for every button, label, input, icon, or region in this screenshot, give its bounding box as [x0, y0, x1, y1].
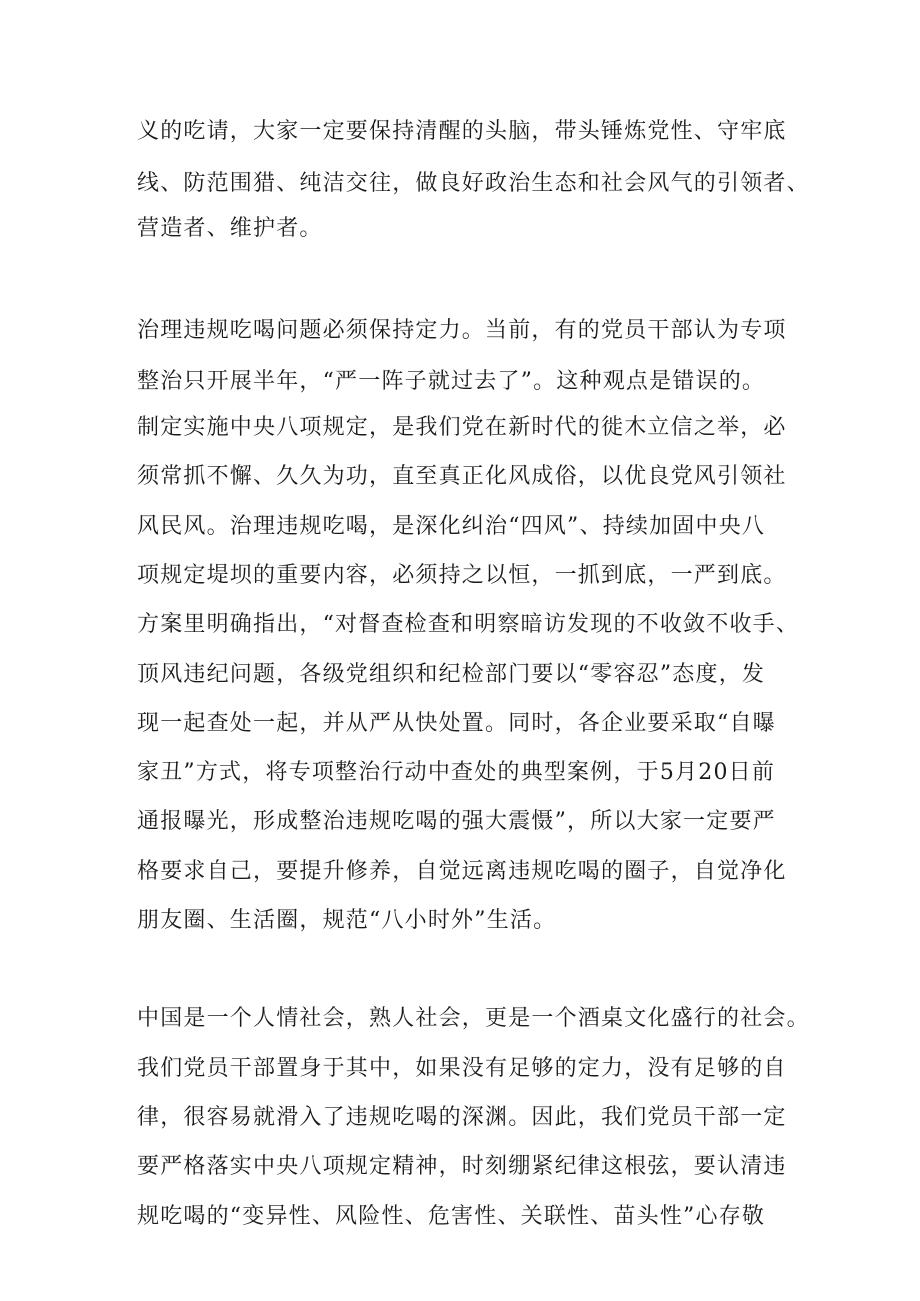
text-line: 我们党员干部置身于其中，如果没有足够的定力，没有足够的自	[137, 1056, 787, 1081]
text-line: 家丑”方式，将专项整治行动中查处的典型案例，于5月20日前	[137, 760, 776, 785]
text-line: 方案里明确指出，“对督查检查和明察暗访发现的不收敛不收手、	[137, 612, 800, 637]
text-line	[137, 950, 797, 990]
text-line: 线、防范围猎、纯洁交往，做良好政治生态和社会风气的引领者、	[137, 171, 810, 196]
text-line: 制定实施中央八项规定，是我们党在新时代的徙木立信之举，必	[137, 415, 787, 440]
text-line: 通报曝光，形成整治违规吃喝的强大震慑”，所以大家一定要严	[137, 809, 776, 834]
text-line: 整治只开展半年，“严一阵子就过去了”。这种观点是错误的。	[137, 369, 766, 394]
text-line: 律，很容易就滑入了违规吃喝的深渊。因此，我们党员干部一定	[137, 1105, 787, 1130]
text-line: 现一起查处一起，并从严从快处置。同时，各企业要采取“自曝	[137, 711, 776, 736]
text-line: 规吃喝的“变异性、风险性、危害性、关联性、苗头性”心存敬	[137, 1204, 766, 1229]
text-line: 项规定堤坝的重要内容，必须持之以恒，一抓到底，一严到底。	[137, 563, 787, 588]
text-line: 治理违规吃喝问题必须保持定力。当前，有的党员干部认为专项	[137, 318, 787, 343]
text-line: 格要求自己，要提升修养，自觉远离违规吃喝的圈子，自觉净化	[137, 859, 787, 884]
text-line: 义的吃请，大家一定要保持清醒的头脑，带头锤炼党性、守牢底	[137, 119, 787, 144]
text-line: 须常抓不懈、久久为功，直至真正化风成俗，以优良党风引领社	[137, 464, 787, 489]
text-line: 风民风。治理违规吃喝，是深化纠治“四风”、持续加固中央八	[137, 514, 766, 539]
text-line: 顶风违纪问题，各级党组织和纪检部门要以“零容忍”态度，发	[137, 662, 766, 687]
text-line: 要严格落实中央八项规定精神，时刻绷紧纪律这根弦，要认清违	[137, 1154, 787, 1179]
text-line: 中国是一个人情社会，熟人社会，更是一个酒桌文化盛行的社会。	[137, 1006, 810, 1031]
text-line: 朋友圈、生活圈，规范“八小时外”生活。	[137, 908, 557, 933]
text-line: 营造者、维护者。	[137, 216, 323, 241]
